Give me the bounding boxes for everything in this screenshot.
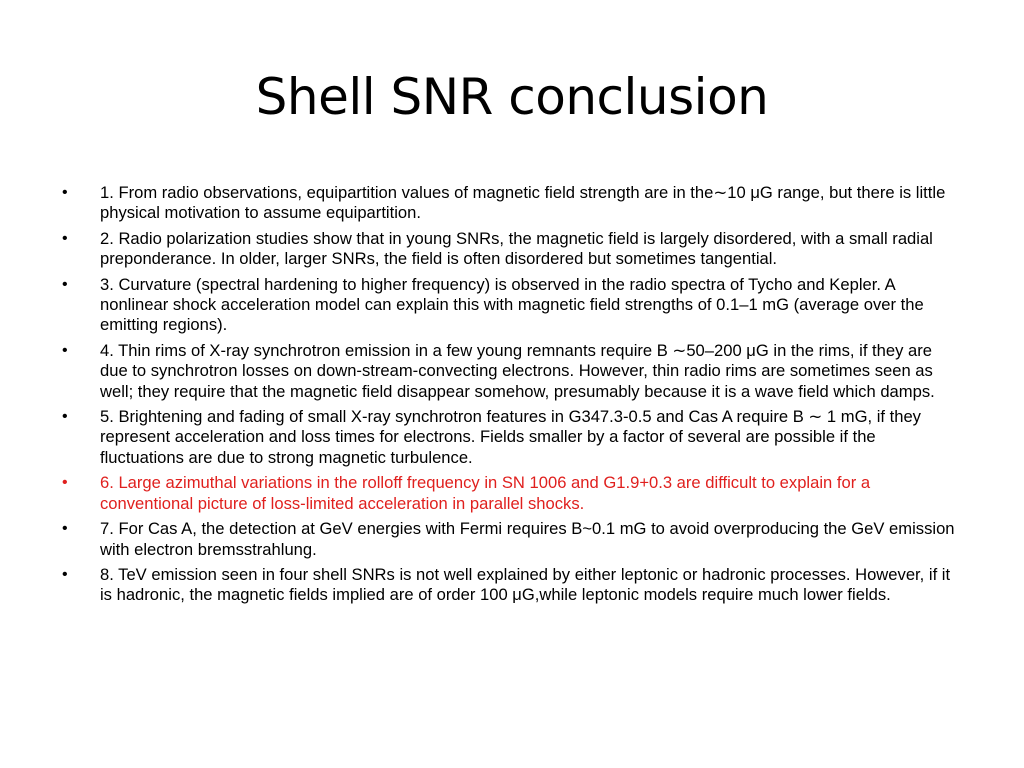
bullet-item-8: [62, 565, 962, 606]
bullet-icon: •: [62, 275, 68, 293]
bullet-text: 8. TeV emission seen in four shell SNRs is not well explained by either leptonic or hadronic processes. However, if it is hadronic, the magnetic fields implied are of order 100 μG,while leptonic models require much lower fields.: [100, 564, 951, 605]
slide-title: Shell SNR conclusion: [255, 68, 769, 126]
bullet-icon: •: [62, 474, 68, 492]
bullet-item-7: [62, 519, 962, 560]
bullet-list: [62, 183, 962, 611]
bullet-text: 6. Large azimuthal variations in the rolloff frequency in SN 1006 and G1.9+0.3 are difficult to explain for a conventional picture of loss-limited acceleration in parallel shocks.: [100, 473, 871, 513]
bullet-text: 7. For Cas A, the detection at GeV energies with Fermi requires B~0.1 mG to avoid overproducing the GeV emission with electron bremsstrahlung.: [100, 519, 955, 559]
bullet-item-1: [62, 183, 962, 224]
bullet-text: 1. From radio observations, equipartition values of magnetic field strength are in the∼10 μG range, but there is little physical motivation to assume equipartition.: [100, 183, 946, 223]
bullet-icon: •: [62, 341, 68, 359]
bullet-item-2: [62, 229, 962, 270]
bullet-icon: •: [62, 565, 68, 583]
bullet-icon: •: [62, 184, 68, 201]
bullet-item-3: [62, 275, 962, 336]
bullet-icon: •: [62, 408, 68, 426]
bullet-text: 3. Curvature (spectral hardening to higher frequency) is observed in the radio spectra of Tycho and Kepler. A nonlinear shock acceleration model can explain this with magnetic field strengths of 0.1–1 mG (average over the emitting regions).: [100, 274, 924, 335]
bullet-text: 4. Thin rims of X-ray synchrotron emission in a few young remnants require B ∼50–200 μG in the rims, if they are due to synchrotron losses on down-stream-convecting electrons. However, thin radio rims are sometimes seen as well; they require that the magnetic field disappear somehow, presumably because it is a wave field which damps.: [100, 340, 935, 401]
bullet-item-5: [62, 407, 962, 468]
bullet-item-4: [62, 341, 962, 402]
bullet-icon: •: [62, 229, 68, 247]
bullet-icon: •: [62, 520, 68, 538]
bullet-text: 5. Brightening and fading of small X-ray synchrotron features in G347.3-0.5 and Cas A require B ∼ 1 mG, if they represent acceleration and loss times for electrons. Fields smaller by a factor of several are possible if the fluctuations are due to strong magnetic turbulence.: [100, 407, 921, 467]
bullet-text: 2. Radio polarization studies show that in young SNRs, the magnetic field is largely disordered, with a small radial preponderance. In older, larger SNRs, the field is often disordered but sometimes tangential.: [100, 228, 933, 269]
bullet-item-6: [62, 473, 962, 514]
